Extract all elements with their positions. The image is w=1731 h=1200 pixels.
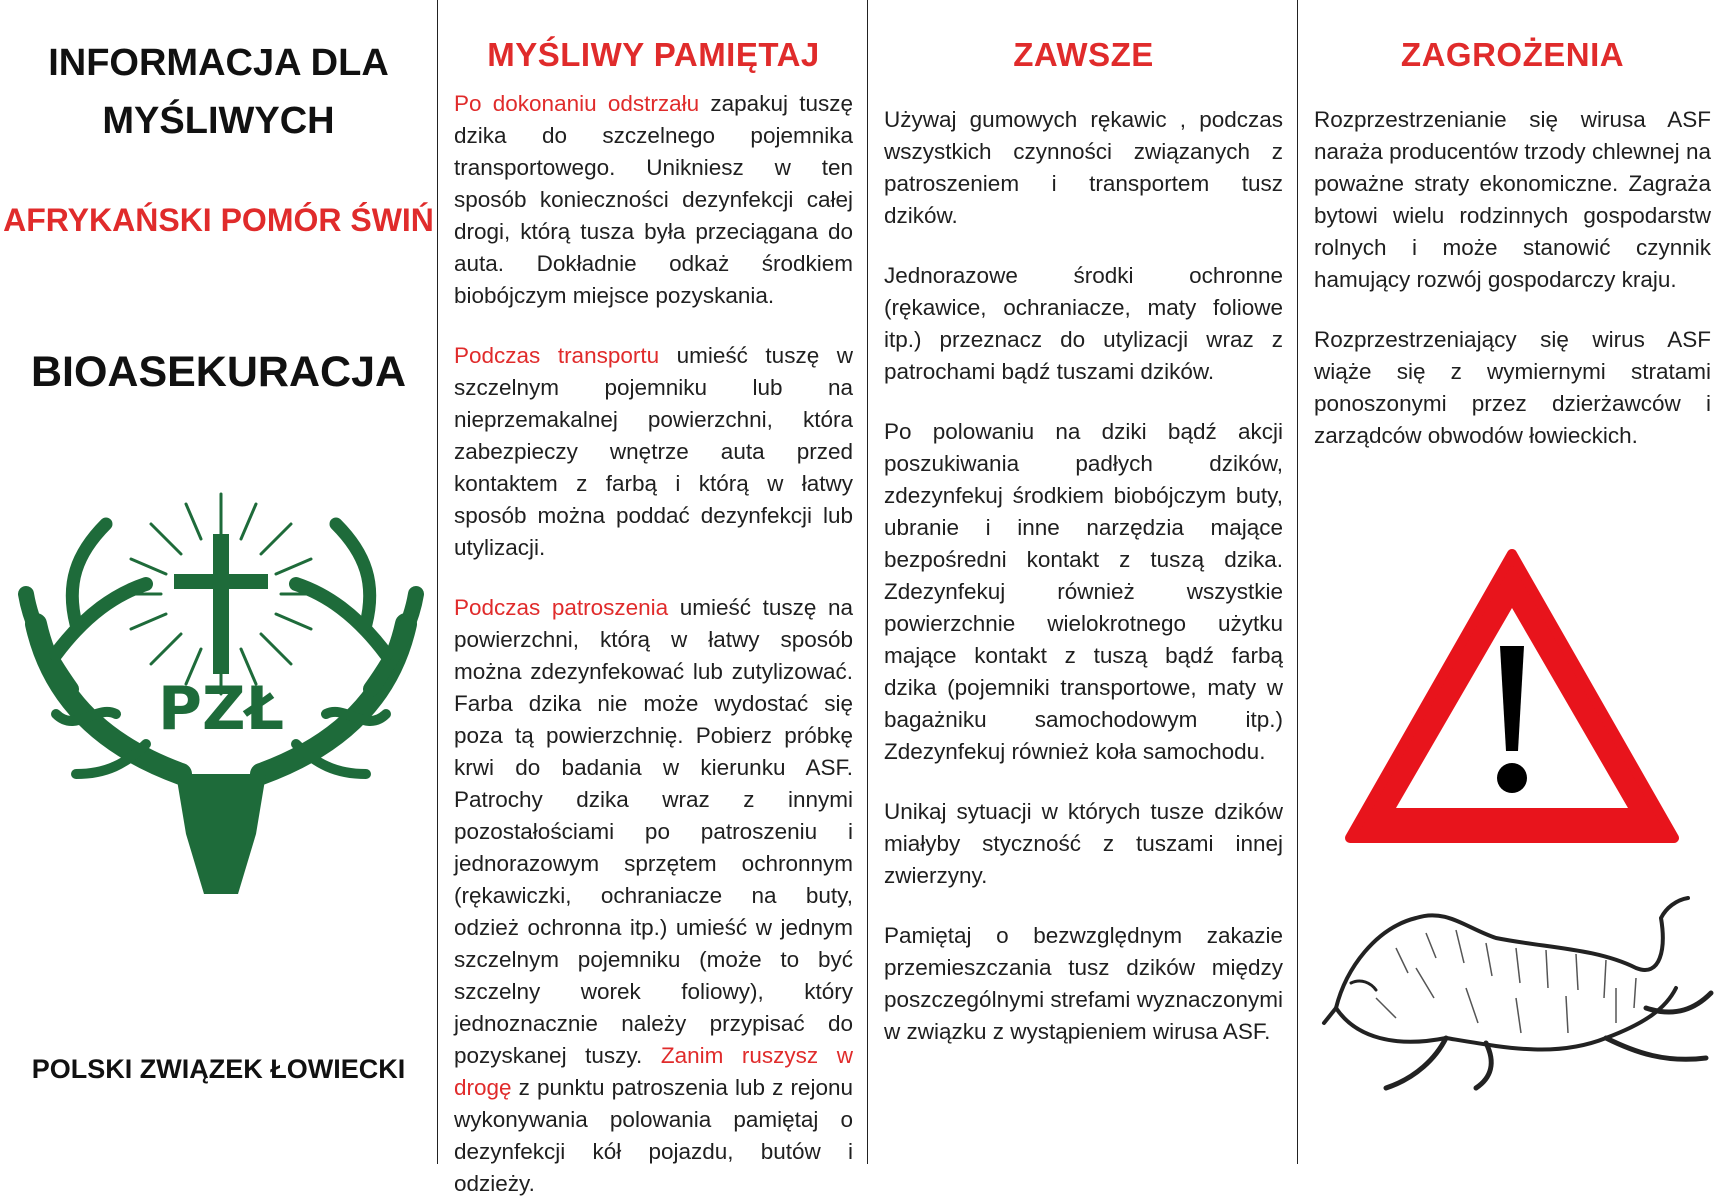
paragraph-after-shot <box>454 88 853 312</box>
lead-text: Podczas patroszenia <box>454 595 669 620</box>
organization-name: POLSKI ZWIĄZEK ŁOWIECKI <box>31 1054 406 1084</box>
warning-sign-icon <box>1342 546 1682 852</box>
pzl-logo-icon <box>16 474 426 914</box>
threats-heading: ZAGROŻENIA <box>1400 36 1625 73</box>
wild-boar-icon <box>1316 888 1716 1098</box>
column-remember <box>437 0 867 1196</box>
section-title: BIOASEKURACJA <box>30 348 407 396</box>
paragraph-gloves: Używaj gumowych rękawic , podczas wszystkich czynności związanych z patroszeniem i transportem tusz dzików. <box>884 107 1283 228</box>
paragraph-transport <box>454 340 853 564</box>
leaflet-title: INFORMACJA DLA MYŚLIWYCH <box>48 42 389 142</box>
paragraph-disinfection: Po polowaniu na dziki bądź akcji poszukiwania padłych dzików, zdezynfekuj środkiem biobójczym buty, ubranie i inne narzędzia mające bezpośredni kontakt z tuszą dzika. Zdezynfekuj również wszystkie powierzchnie wielokrotnego użytku mające kontakt z tuszą bądź farbą dzika (pojemniki transportowe, maty w bagażniku samochodowym itp.) Zdezynfekuj również koła samochodu. <box>884 419 1283 764</box>
left-panel <box>0 0 437 1164</box>
lead-text: Podczas transportu <box>454 343 660 368</box>
paragraph-text: umieść tuszę w szczelnym pojemniku lub na nieprzemakalnej powierzchni, która zabezpieczy wnętrze auta przed kontaktem z farbą i którą w łatwy sposób można poddać dezynfekcji lub utylizacji. <box>454 343 853 560</box>
remember-heading: MYŚLIWY PAMIĘTAJ <box>487 36 820 73</box>
paragraph-text: umieść tuszę na powierzchni, którą w łatwy sposób można zdezynfekować lub zutylizować. Farba dzika nie może wydostać się poza tą powierzchnię. Pobierz próbkę krwi do badania w kierunku ASF. Patrochy dzika wraz z innymi pozostałościami po patroszeniu i jednorazowym sprzętem ochronnym (rękawiczki, ochraniacze na buty, odzież ochronna itp.) umieść w jednym szczelnym pojemniku (może to być szczelny worek foliowy), który jednoznacznie należy przypisać do pozyskanej tuszy. <box>454 595 854 1068</box>
logo-text: PZŁ <box>157 674 285 744</box>
paragraph-economic: Rozprzestrzenianie się wirusa ASF naraża producentów trzody chlewnej na poważne straty ekonomiczne. Zagraża bytowi wielu rodzinnych gospodarstw rolnych i może stanowić czynnik hamujący rozwój gospodarczy kraju. <box>1314 107 1711 292</box>
lead-text: Zanim ruszysz w drogę <box>454 1043 853 1100</box>
paragraph-zones: Pamiętaj o bezwzględnym zakazie przemieszczania tusz dzików między poszczególnymi strefami wyznaczonymi w związku z wystąpieniem wirusa ASF. <box>884 923 1283 1044</box>
lead-text: Po dokonaniu odstrzału <box>454 91 700 116</box>
column-always <box>867 0 1297 1164</box>
paragraph-text: z punktu patroszenia lub z rejonu wykonywania polowania pamiętaj o dezynfekcji kół pojazdu, butów i odzieży. <box>454 1075 853 1196</box>
paragraph-disposables: Jednorazowe środki ochronne (rękawice, ochraniacze, maty foliowe itp.) przeznacz do utylizacji wraz z patrochami bądź tuszami dzików. <box>884 263 1283 384</box>
always-heading: ZAWSZE <box>1013 36 1154 73</box>
paragraph-gutting <box>454 592 853 1200</box>
paragraph-hunting-losses: Rozprzestrzeniający się wirus ASF wiąże się z wymiernymi stratami ponoszonymi przez dzierżawców i zarządców obwodów łowieckich. <box>1314 327 1711 448</box>
disease-subtitle: AFRYKAŃSKI POMÓR ŚWIŃ <box>3 202 434 238</box>
paragraph-contact: Unikaj sytuacji w których tusze dzików miałyby styczność z tuszami innej zwierzyny. <box>884 799 1283 888</box>
paragraph-text: zapakuj tuszę dzika do szczelnego pojemnika transportowego. Unikniesz w ten sposób konieczności dezynfekcji całej drogi, którą tusza była przeciągana do auta. Dokładnie odkaż środkiem biobójczym miejsce pozyskania. <box>454 91 853 308</box>
